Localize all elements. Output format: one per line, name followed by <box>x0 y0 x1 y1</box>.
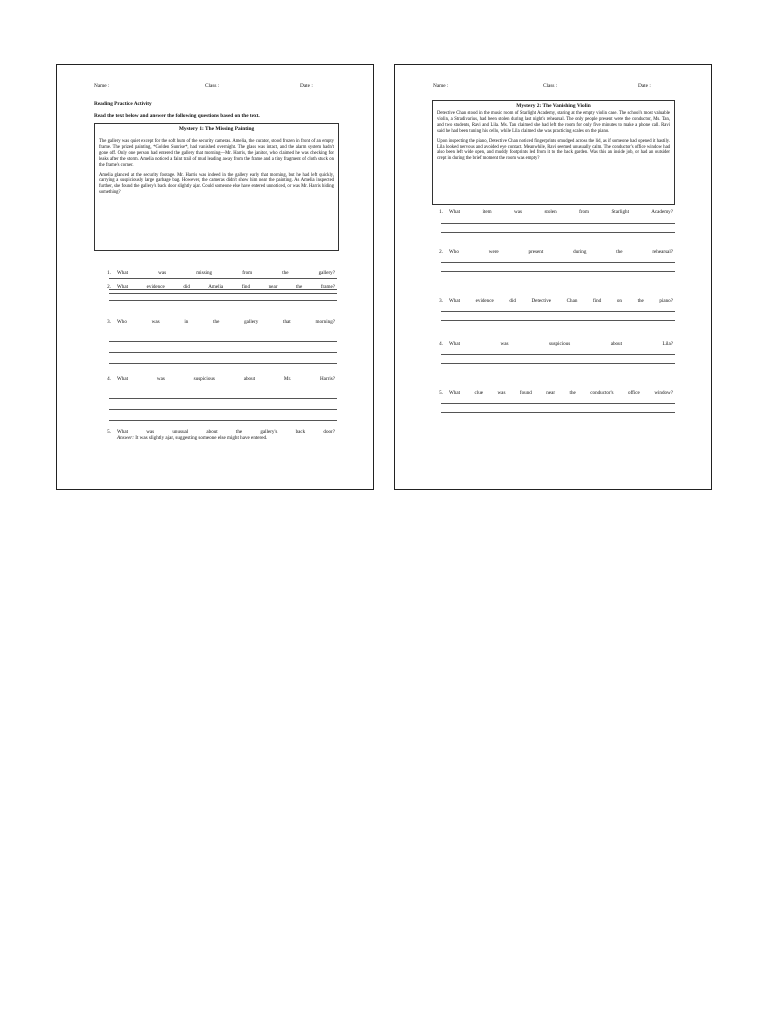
story-paragraph: Upon inspecting the piano, Detective Chan noticed fingerprints smudged across the lid, as if someone had opened it hastily. Lila looked nervous and avoided eye contact. Meanwhile, Ravi seemed unusually calm. The conductor's office window had also been left wide open, and muddy footprints led from it to the back garden. Was this an inside job, or had an outsider crept in during the brief moment the room was empty? <box>437 138 670 162</box>
name-label: Name : <box>94 83 110 89</box>
question-item <box>431 390 675 400</box>
answer-line[interactable] <box>109 352 337 353</box>
answer-line[interactable] <box>441 262 675 263</box>
answer-body: It was slightly ajar, suggesting someone else might have entered. <box>133 435 268 441</box>
story-paragraph: Amelia glanced at the security footage. Mr. Harris was indeed in the gallery early that morning, but he had left quickly, carrying a suspiciously large garbage bag. However, the cameras didn't show him near the painting. As Amelia inspected further, she found the gallery's back door slightly ajar. Could someone else have entered unnoticed, or was Mr. Harris hiding something? <box>99 172 334 196</box>
question-item <box>99 319 337 329</box>
question-text: What was suspicious about Mr. Harris? <box>117 376 335 382</box>
question-number: 5. <box>439 390 443 396</box>
question-number: 2. <box>107 284 111 290</box>
question-text: What evidence did Amelia find near the frame? <box>117 284 335 290</box>
answer-line[interactable] <box>109 341 337 342</box>
question-text: What clue was found near the conductor's office window? <box>449 390 673 396</box>
activity-title: Reading Practice Activity <box>94 101 152 107</box>
question-item <box>99 270 337 280</box>
answer-line[interactable] <box>109 420 337 421</box>
story-paragraph: The gallery was quiet except for the soft hum of the security cameras. Amelia, the curator, stood frozen in front of an empty frame. The prized painting, *Golden Sunrise*, had vanished overnight. The glass was intact, and the alarm system hadn't gone off. Only one person had entered the gallery that morning—Mr. Harris, the janitor, who claimed he was checking for leaks after the storm. Amelia noticed a faint trail of mud leading away from the frame and a tiny fragment of cloth stuck on the frame's corner. <box>99 139 334 168</box>
answer-line[interactable] <box>441 223 675 224</box>
question-number: 4. <box>439 341 443 347</box>
question-item <box>431 249 675 259</box>
instruction-text: Read the text below and answer the following questions based on the text. <box>94 113 260 119</box>
answer-line[interactable] <box>441 363 675 364</box>
question-number: 3. <box>439 298 443 304</box>
question-item <box>99 284 337 294</box>
question-text: Who were present during the rehearsal? <box>449 249 673 255</box>
answer-line[interactable] <box>441 311 675 312</box>
question-text: Who was in the gallery that morning? <box>117 319 335 325</box>
answer-line[interactable] <box>441 412 675 413</box>
question-number: 1. <box>107 270 111 276</box>
answer-line[interactable] <box>109 398 337 399</box>
question-number: 2. <box>439 249 443 255</box>
answer-label: Answer: <box>117 435 134 441</box>
answer-line[interactable] <box>441 320 675 321</box>
question-item <box>431 341 675 351</box>
question-text: What was missing from the gallery? <box>117 270 335 276</box>
header-fields <box>395 83 711 93</box>
question-item <box>431 298 675 308</box>
question-number: 1. <box>439 209 443 215</box>
question-text: What evidence did Detective Chan find on the piano? <box>449 298 673 304</box>
story-paragraph: Detective Chan stood in the music room of Starlight Academy, staring at the empty violin case. The school's most valuable violin, a Stradivarius, had been stolen during last night's rehearsal. The only people present were the conductor, Ms. Tan, and two students, Ravi and Lila. Ms. Tan claimed she had left the room for only five minutes to make a phone call. Ravi said he had been tuning his cello, while Lila claimed she was practicing scales on the piano. <box>437 111 670 134</box>
answer-text <box>117 435 267 441</box>
story-title: Mystery 1: The Missing Painting <box>178 126 255 132</box>
answer-line[interactable] <box>109 293 337 294</box>
question-item <box>431 209 675 219</box>
question-item <box>99 376 337 386</box>
question-number: 3. <box>107 319 111 325</box>
answer-line[interactable] <box>109 300 337 301</box>
question-number: 5. <box>107 429 111 435</box>
question-number: 4. <box>107 376 111 382</box>
answer-line[interactable] <box>441 271 675 272</box>
date-label: Date : <box>638 83 651 89</box>
answer-line[interactable] <box>441 403 675 404</box>
answer-line[interactable] <box>441 354 675 355</box>
class-label: Class : <box>543 83 558 89</box>
header-fields <box>57 83 373 93</box>
date-label: Date : <box>300 83 313 89</box>
answer-line[interactable] <box>109 363 337 364</box>
answer-line[interactable] <box>441 232 675 233</box>
story-box <box>432 100 675 205</box>
story-box <box>94 123 339 251</box>
class-label: Class : <box>205 83 220 89</box>
story-title: Mystery 2: The Vanishing Violin <box>516 103 591 109</box>
name-label: Name : <box>433 83 449 89</box>
question-text: What was unusual about the gallery's back door? <box>117 429 335 435</box>
question-item <box>99 429 337 439</box>
answer-line[interactable] <box>109 409 337 410</box>
worksheet-page-right <box>394 64 712 490</box>
question-text: What was suspicious about Lila? <box>449 341 673 347</box>
question-text: What item was stolen from Starlight Academy? <box>449 209 673 215</box>
answer-line[interactable] <box>109 278 337 279</box>
